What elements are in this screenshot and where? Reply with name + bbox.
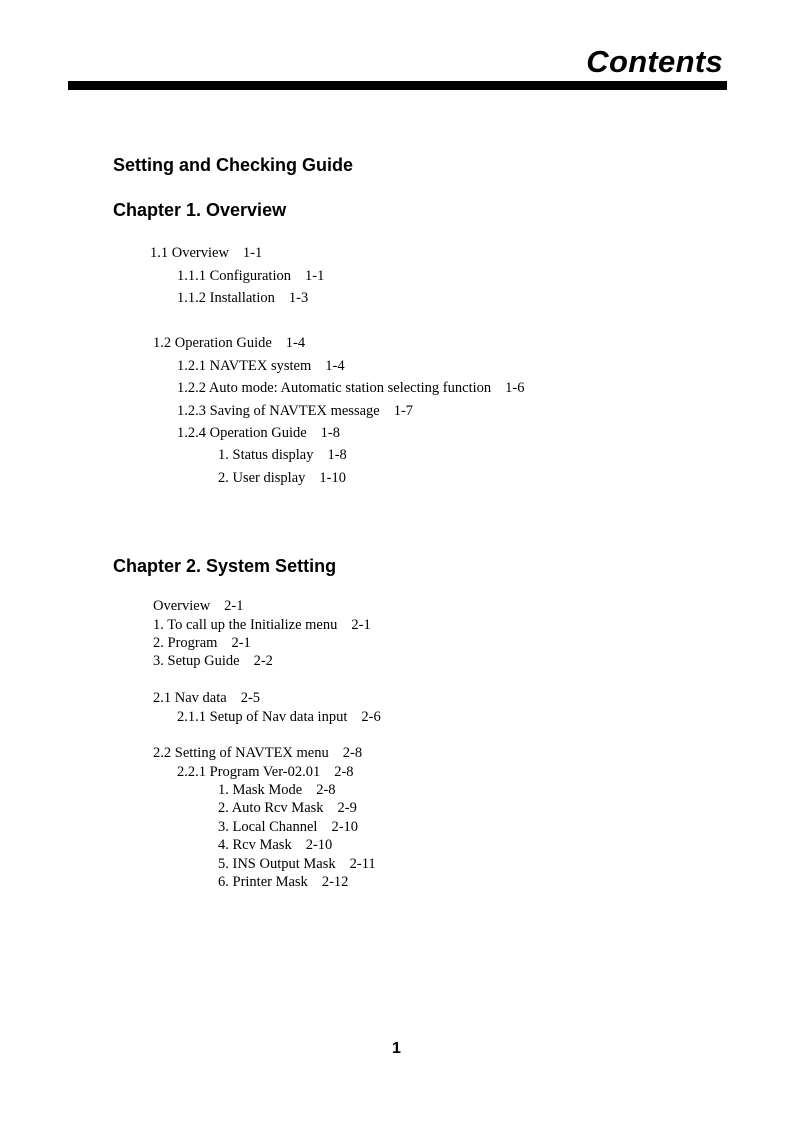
toc-entry-label: 1.2.4 Operation Guide — [177, 425, 307, 441]
header-rule — [68, 81, 727, 90]
toc-entry-page: 2-8 — [334, 764, 354, 780]
toc-entry-label: 2.1 Nav data — [153, 690, 227, 706]
toc-entry-page: 2-6 — [361, 709, 381, 725]
toc-entry-label: 1. Status display — [218, 447, 314, 463]
section-heading-chapter-1: Chapter 1. Overview — [113, 200, 287, 220]
toc-entry-label: 1. To call up the Initialize menu — [153, 617, 338, 633]
toc-entry-page: 2-1 — [231, 635, 251, 651]
toc-entry-page: 2-5 — [240, 690, 261, 706]
toc-entry-page: 2-1 — [224, 598, 244, 614]
toc-entry-label: 1.1.1 Configuration — [177, 268, 291, 284]
toc-entry-label: 2. Auto Rcv Mask — [218, 800, 324, 816]
toc-entry-label: 2. Program — [153, 635, 218, 651]
toc-entry-label: 3. Setup Guide — [153, 653, 240, 669]
section-heading-setting-guide: Setting and Checking Guide — [113, 155, 354, 175]
toc-entry-page: 2-11 — [349, 856, 376, 872]
toc-entry-page: 1-1 — [304, 268, 325, 284]
toc-entry-label: 2. User display — [218, 470, 306, 486]
toc-entry-label: 1.2.2 Auto mode: Automatic station selecting function — [177, 380, 492, 396]
toc-entry-page: 1-4 — [325, 358, 345, 374]
page-number: 1 — [392, 1040, 401, 1057]
toc-entry-label: 1.2 Operation Guide — [153, 335, 272, 351]
toc-entry-page: 2-8 — [316, 782, 336, 798]
toc-entry-label: 4. Rcv Mask — [218, 837, 292, 853]
toc-entry-label: 1. Mask Mode — [218, 782, 303, 798]
toc-entry-page: 1-10 — [319, 470, 346, 486]
toc-entry-page: 1-3 — [288, 290, 309, 306]
toc-entry-page: 1-6 — [505, 380, 525, 396]
toc-entry-page: 2-9 — [337, 800, 357, 816]
toc-entry-label: 2.2.1 Program Ver-02.01 — [177, 764, 321, 780]
section-heading-chapter-2: Chapter 2. System Setting — [113, 556, 337, 576]
toc-entry-page: 1-1 — [242, 245, 263, 261]
page-title: Contents — [586, 44, 723, 79]
toc-entry-label: 5. INS Output Mask — [218, 856, 336, 872]
toc-entry-page: 1-4 — [285, 335, 306, 351]
toc-entry-label: 1.1.2 Installation — [177, 290, 275, 306]
toc-entry-page: 1-8 — [327, 447, 347, 463]
toc-entry-label: 2.2 Setting of NAVTEX menu — [153, 745, 329, 761]
toc-entry-page: 1-8 — [320, 425, 341, 441]
toc-entry-page: 2-10 — [331, 819, 359, 835]
toc-entry-page: 2-1 — [351, 617, 371, 633]
toc-entry-label: 2.1.1 Setup of Nav data input — [177, 709, 348, 725]
toc-entry-label: Overview — [153, 598, 211, 614]
toc-entry-label: 6. Printer Mask — [218, 874, 308, 890]
toc-entry-page: 2-2 — [253, 653, 273, 669]
toc-entry-page: 1-7 — [393, 403, 414, 419]
toc-entry-label: 1.2.1 NAVTEX system — [177, 358, 312, 374]
toc-entry-page: 2-8 — [342, 745, 363, 761]
toc-entry-label: 1.2.3 Saving of NAVTEX message — [177, 403, 380, 419]
toc-entry-page: 2-12 — [321, 874, 349, 890]
toc-entry-label: 3. Local Channel — [218, 819, 318, 835]
toc-entry-page: 2-10 — [305, 837, 333, 853]
toc-entry-label: 1.1 Overview — [150, 245, 229, 261]
